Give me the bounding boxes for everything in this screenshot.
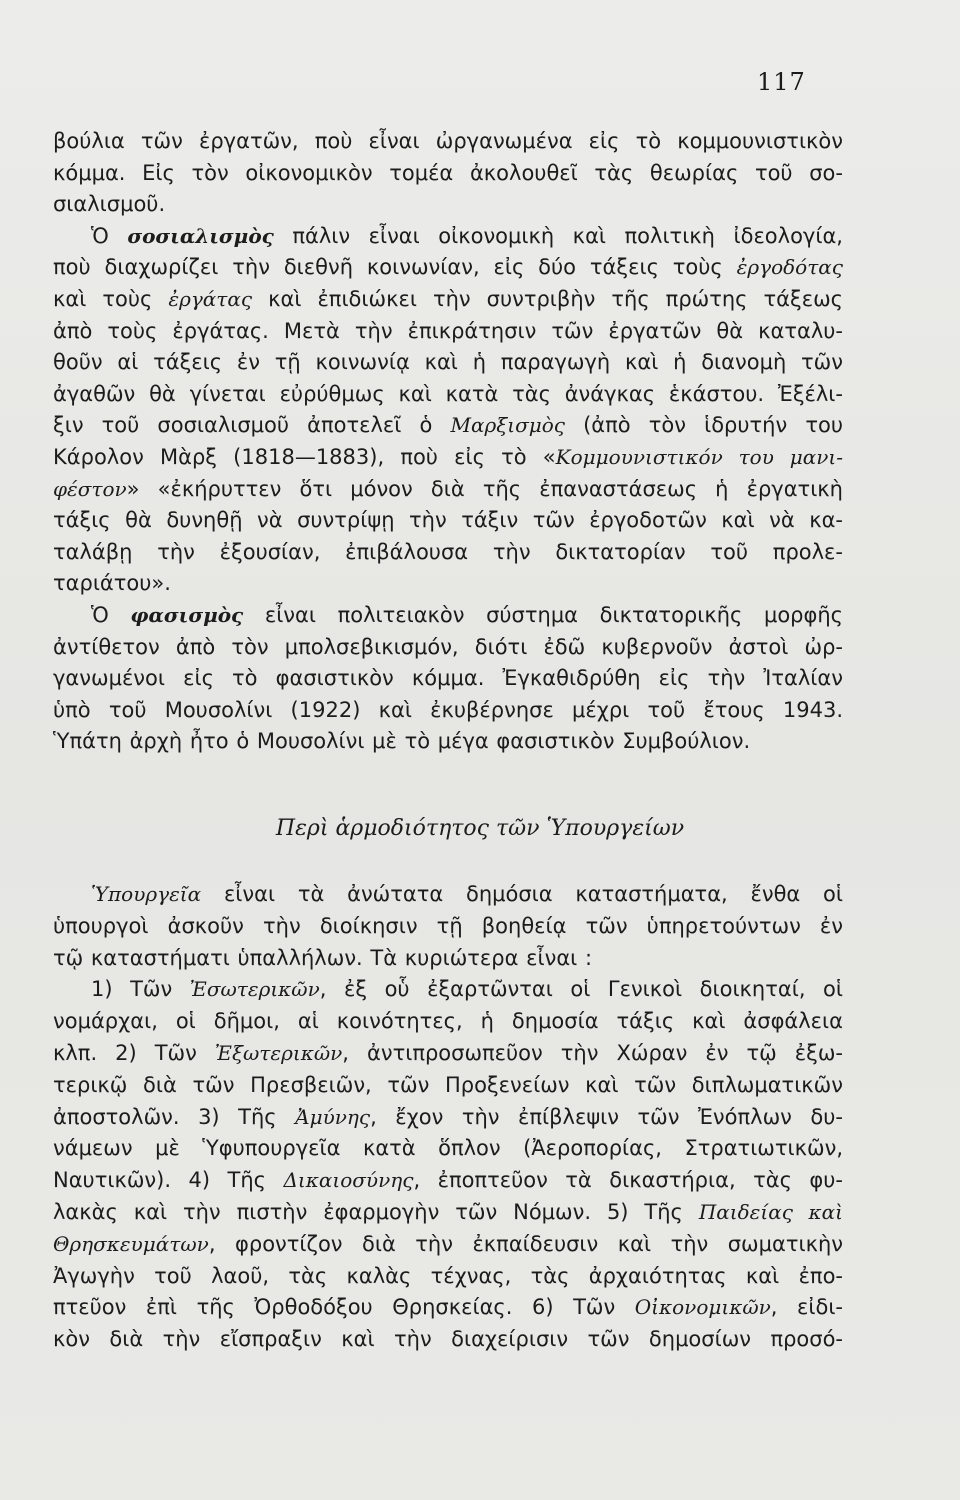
text-line [53, 347, 843, 379]
line-text: θοῦν αἱ τάξεις ἐν τῇ κοινωνίᾳ καὶ ἡ παραγωγὴ καὶ ἡ διανομὴ τῶν [53, 350, 843, 375]
line-text: κλπ. 2) Τῶν [53, 1040, 197, 1065]
line-text: ξιν τοῦ σοσιαλισμοῦ ἀποτελεῖ ὁ [53, 413, 433, 438]
line-text: 1) Τῶν [91, 977, 173, 1002]
text-line [53, 1324, 843, 1356]
line-text: τῷ καταστήματι ὑπαλλήλων. Τὰ κυριώτερα εἶναι : [53, 945, 593, 970]
line-text: , φροντίζον διὰ τὴν ἐκπαίδευσιν καὶ τὴν σωματικὴν [208, 1231, 843, 1256]
term-fascism: φασισμὸς [130, 602, 244, 627]
line-text: σιαλισμοῦ. [53, 192, 166, 217]
section-heading: Περὶ ἁρμοδιότητος τῶν Ὑπουργείων [275, 816, 685, 841]
text-line [53, 1006, 843, 1038]
text-line [53, 252, 843, 284]
text-line [53, 474, 843, 506]
line-text: καὶ τοὺς [53, 286, 153, 311]
text-line [53, 879, 843, 911]
text-line [53, 379, 843, 411]
line-text: Ὑπάτη ἀρχὴ ἦτο ὁ Μουσολίνι μὲ τὸ μέγα φασιστικὸν Συμβούλιον. [53, 729, 751, 754]
term-manifesto-end: φέστον [53, 476, 127, 501]
text-line [53, 943, 843, 975]
page-number: 117 [757, 68, 806, 96]
line-text: , ἀντιπροσωπεῦον τὴν Χώραν ἐν τῷ ἐξω- [342, 1040, 843, 1065]
line-text: πτεῦον ἐπὶ τῆς Ὀρθοδόξου Θρησκείας. 6) Τῶν [53, 1295, 616, 1320]
text-line [53, 189, 843, 221]
text-line [53, 1070, 843, 1102]
text-line [53, 158, 843, 190]
term-workers: ἐργάτας [168, 286, 253, 311]
line-text: γανωμένοι εἰς τὸ φασιστικὸν κόμμα. Ἐγκαθιδρύθη εἰς τὴν Ἰταλίαν [53, 666, 843, 691]
line-text: Ὁ [91, 223, 109, 248]
text-line [53, 726, 843, 758]
text-line [53, 600, 843, 632]
line-text: εἶναι πολιτειακὸν σύστημα δικτατορικῆς μορφῆς [264, 602, 843, 627]
term-ministries: Ὑπουργεῖα [91, 882, 202, 906]
line-text: » «ἐκήρυττεν ὅτι μόνον διὰ τῆς ἐπαναστάσεως ἡ ἐργατικὴ [126, 476, 843, 501]
text-line [53, 1133, 843, 1165]
text-line [53, 1165, 843, 1197]
line-text: , εἰδι- [770, 1295, 843, 1320]
text-line [53, 284, 843, 316]
line-text: Ὁ [91, 602, 109, 627]
text-line [53, 1197, 843, 1229]
line-text: νάμεων μὲ Ὑφυπουργεῖα κατὰ ὅπλον (Ἀεροπορίας, Στρατιωτικῶν, [53, 1136, 843, 1161]
text-line [53, 695, 843, 727]
term-foreign: Ἐξωτερικῶν [214, 1040, 343, 1065]
text-line [53, 1102, 843, 1134]
text-line [53, 632, 843, 664]
upper-text-block [53, 126, 843, 758]
term-finance: Οἰκονομικῶν [634, 1295, 771, 1320]
line-text: , ἐξ οὗ ἐξαρτῶνται οἱ Γενικοὶ διοικηταί, οἱ [319, 977, 843, 1002]
line-text: λακὰς καὶ τὴν πιστὴν ἐφαρμογὴν τῶν Νόμων. 5) Τῆς [53, 1199, 683, 1224]
text-line [53, 316, 843, 348]
text-line [53, 1261, 843, 1293]
line-text: ὑπὸ τοῦ Μουσολίνι (1922) καὶ ἐκυβέρνησε μέχρι τοῦ ἔτους 1943. [53, 697, 843, 722]
text-line [53, 1038, 843, 1070]
term-defense: Ἀμύνης [295, 1104, 371, 1129]
line-text: ταλάβῃ τὴν ἐξουσίαν, ἐπιβάλουσα τὴν δικτατορίαν τοῦ προλε- [53, 539, 843, 564]
lower-text-block [53, 879, 843, 1356]
text-line [53, 537, 843, 569]
line-text: Ἀγωγὴν τοῦ λαοῦ, τὰς καλὰς τέχνας, τὰς ἀρχαιότητας καὶ ἐπο- [53, 1263, 843, 1288]
line-text: βούλια τῶν ἐργατῶν, ποὺ εἶναι ὠργανωμένα εἰς τὸ κομμουνιστικὸν [53, 129, 843, 153]
text-line [53, 911, 843, 943]
text-line [53, 442, 843, 474]
term-justice: Δικαιοσύνης [283, 1168, 414, 1193]
line-text: νομάρχαι, οἱ δῆμοι, αἱ κοινότητες, ἡ δημοσία τάξις καὶ ἀσφάλεια [53, 1009, 843, 1034]
term-religion: Θρησκευμάτων [53, 1231, 209, 1256]
term-education: Παιδείας καὶ [698, 1199, 843, 1224]
line-text: , ἔχον τὴν ἐπίβλεψιν τῶν Ἐνόπλων δυ- [370, 1104, 843, 1129]
line-text: καὶ ἐπιδιώκει τὴν συντριβὴν τῆς πρώτης τάξεως [268, 286, 843, 311]
text-line [53, 221, 843, 253]
line-text: κὸν διὰ τὴν εἴσπραξιν καὶ τὴν διαχείρισιν τῶν δημοσίων προσό- [53, 1327, 843, 1352]
line-text: τάξις θὰ δυνηθῇ νὰ συντρίψῃ τὴν τάξιν τῶν ἐργοδοτῶν καὶ νὰ κα- [53, 508, 843, 533]
line-text: εἶναι τὰ ἀνώτατα δημόσια καταστήματα, ἔνθα οἱ [223, 882, 843, 906]
text-line [53, 1229, 843, 1261]
text-line [53, 126, 843, 158]
text-line [53, 974, 843, 1006]
term-manifesto: Κομμουνιστικόν του μανι- [555, 444, 843, 469]
text-line [53, 1292, 843, 1324]
line-text: ἀποστολῶν. 3) Τῆς [53, 1104, 277, 1129]
line-text: ἀντίθετον ἀπὸ τὸν μπολσεβικισμόν, διότι ἐδῶ κυβερνοῦν ἀστοὶ ὠρ- [53, 634, 843, 659]
text-line [53, 410, 843, 442]
term-marxism: Μαρξισμὸς [450, 413, 565, 438]
line-text: Κάρολον Μὰρξ (1818—1883), ποὺ εἰς τὸ « [53, 444, 556, 469]
line-text: ταριάτου». [53, 571, 171, 596]
line-text: κόμμα. Εἰς τὸν οἰκονομικὸν τομέα ἀκολουθεῖ τὰς θεωρίας τοῦ σο- [53, 160, 843, 185]
line-text: (ἀπὸ τὸν ἱδρυτήν του [583, 413, 843, 438]
text-line [53, 505, 843, 537]
text-line [53, 568, 843, 600]
term-interior: Ἐσωτερικῶν [189, 977, 320, 1002]
term-socialism: σοσιαλισμὸς [127, 223, 274, 248]
text-line [53, 663, 843, 695]
line-text: ἀπὸ τοὺς ἐργάτας. Μετὰ τὴν ἐπικράτησιν τῶν ἐργατῶν θὰ καταλυ- [53, 318, 843, 343]
term-employers: ἐργοδότας [736, 255, 843, 280]
line-text: πάλιν εἶναι οἰκονομικὴ καὶ πολιτικὴ ἰδεολογία, [292, 223, 843, 248]
line-text: ὑπουργοὶ ἀσκοῦν τὴν διοίκησιν τῇ βοηθείᾳ τῶν ὑπηρετούντων ἐν [53, 913, 843, 938]
line-text: Ναυτικῶν). 4) Τῆς [53, 1168, 266, 1193]
line-text: ἀγαθῶν θὰ γίνεται εὐρύθμως καὶ κατὰ τὰς ἀνάγκας ἑκάστου. Ἐξέλι- [53, 381, 843, 406]
line-text: , ἐποπτεῦον τὰ δικαστήρια, τὰς φυ- [413, 1168, 843, 1193]
line-text: τερικῷ διὰ τῶν Πρεσβειῶν, τῶν Προξενείων καὶ τῶν διπλωματικῶν [53, 1072, 843, 1097]
line-text: ποὺ διαχωρίζει τὴν διεθνῆ κοινωνίαν, εἰς δύο τάξεις τοὺς [53, 255, 723, 280]
